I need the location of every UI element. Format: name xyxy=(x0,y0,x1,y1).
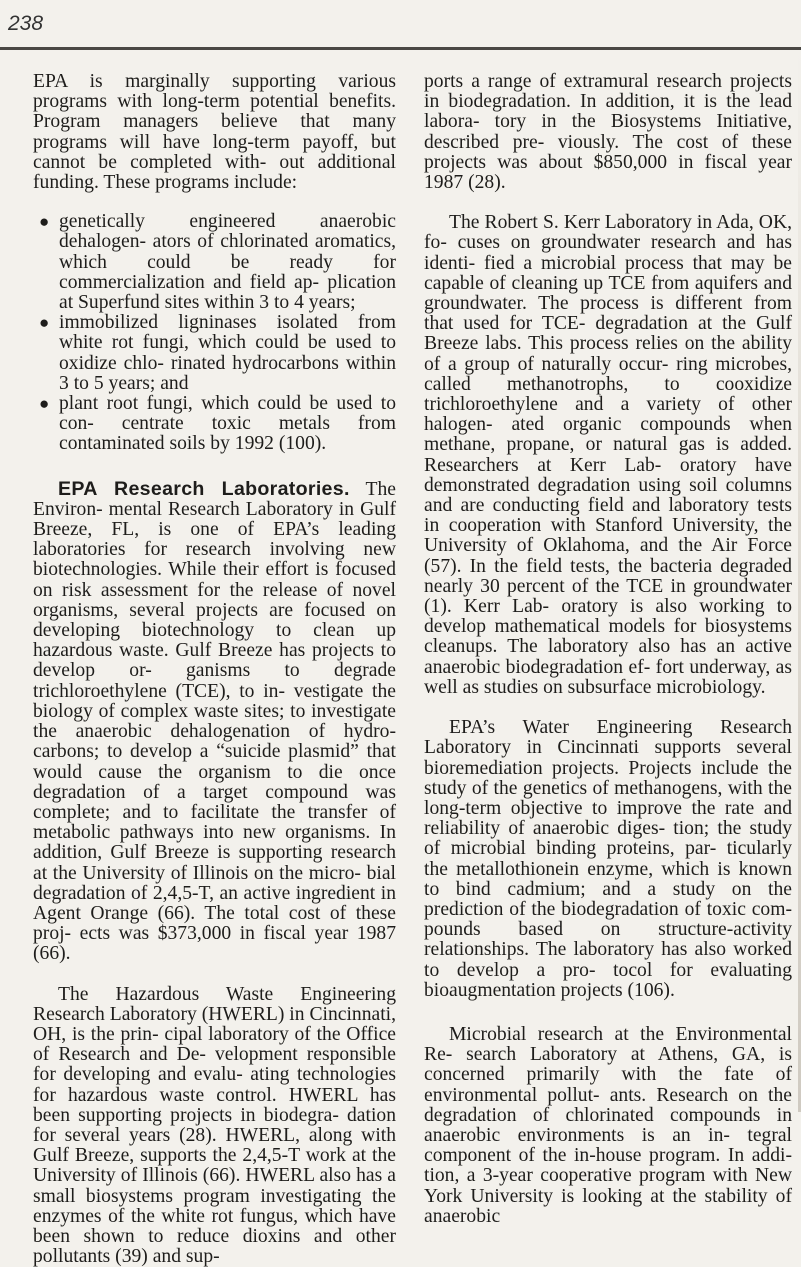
left-column xyxy=(33,72,396,1267)
intro-paragraph: EPA is marginally supporting various programs with long-term potential benefits. Program managers believe that many programs will have long-term payoff, but cannot be completed with- out additional funding. These programs include: xyxy=(33,71,396,194)
water-lab-paragraph: EPA’s Water Engineering Research Laboratory in Cincinnati supports several bioremediation projects. Projects include the study of the genetics of methanogens, with the long-term objective to improve the rate and reliability of anaerobic diges- tion; the study of microbial binding proteins, par- ticularly the metallothionein enzyme, which is known to bind cadmium; and a study on the prediction of the biodegradation of toxic com- pounds based on structure-activity relationships. The laboratory has also worked to develop a pro- tocol for evaluating bioaugmentation projects (106). xyxy=(424,717,792,1001)
page-number: 238 xyxy=(8,12,44,35)
section-heading: EPA Research Laboratories. xyxy=(58,477,350,500)
kerr-paragraph: The Robert S. Kerr Laboratory in Ada, OK, fo- cuses on groundwater research and has identi- fied a microbial process that may be capable of cleaning up TCE from aquifers and groundwater. The process is different from that used for TCE- degradation at the Gulf Breeze labs. This process relies on the ability of a group of naturally occur- ring microbes, called methanotrophs, to cooxidize trichloroethylene and a variety of other halogen- ated organic compounds when methane, propane, or natural gas is added. Researchers at Kerr Lab- oratory have demonstrated degradation using soil columns and are conducting field and laboratory tests in cooperation with Stanford University, the University of Oklahoma, and the Air Force (57). In the field tests, the bacteria degraded nearly 30 percent of the TCE in groundwater (1). Kerr Lab- oratory is also working to develop mathematical models for biosystems cleanups. The laboratory also has an active anaerobic biodegradation ef- fort underway, as well as studies on subsurface microbiology. xyxy=(424,212,792,698)
bullet-dot-icon: ● xyxy=(39,212,50,232)
bullet-text: genetically engineered anaerobic dehalogen- ators of chlorinated aromatics, which could be ready for commercialization and field ap- plication at Superfund sites within 3 to 4 years; xyxy=(59,211,396,314)
header-rule xyxy=(0,47,801,50)
athens-paragraph: Microbial research at the Environmental Re- search Laboratory at Athens, GA, is concerned primarily with the fate of environmental pollut- ants. Research on the degradation of chlorinated compounds in anaerobic environments is an in- tegral component of the in-house program. In addi- tion, a 3-year cooperative program with New York University is looking at the stability of anaerobic xyxy=(424,1023,792,1227)
bullet-text: immobilized ligninases isolated from white rot fungi, which could be used to oxidize chlo- rinated hydrocarbons within 3 to 5 years; and xyxy=(59,312,396,394)
gulf-breeze-text: The Environ- mental Research Laboratory in Gulf Breeze, FL, is one of EPA’s leading laboratories for research involving new biotechnologies. While their effort is focused on risk assessment for the release of novel organisms, several projects are focused on developing biotechnology to clean up hazardous waste. Gulf Breeze has projects to develop or- ganisms to degrade trichloroethylene (TCE), to in- vestigate the biology of complex waste sites; to investigate the anaerobic dehalogenation of hydro- carbons; to develop a “suicide plasmid” that would cause the organism to die once degradation of a target compound was complete; and to facilitate the transfer of metabolic pathways into new organisms. In addition, Gulf Breeze is supporting research at the University of Illinois on the micro- bial degradation of 2,4,5-T, an active ingredient in Agent Orange (66). The total cost of these proj- ects was $373,000 in fiscal year 1987 (66). xyxy=(33,478,396,965)
bullet-item xyxy=(33,212,396,313)
section-paragraph-gulf-breeze xyxy=(33,479,396,965)
continuation-paragraph: ports a range of extramural research projects in biodegradation. In addition, it is the lead labora- tory in the Biosystems Initiative, described pre- viously. The cost of these projects was about $850,000 in fiscal year 1987 (28). xyxy=(424,71,792,194)
bullet-item xyxy=(33,394,396,455)
bullet-text: plant root fungi, which could be used to con- centrate toxic metals from contaminated soils by 1992 (100). xyxy=(59,393,396,455)
bullet-dot-icon: ● xyxy=(39,313,50,333)
bullet-list xyxy=(33,212,396,454)
right-column xyxy=(424,72,792,1227)
bullet-dot-icon: ● xyxy=(39,394,50,414)
hwerl-paragraph: The Hazardous Waste Engineering Research Laboratory (HWERL) in Cincinnati, OH, is the prin- cipal laboratory of the Office of Research and De- velopment responsible for developing and evalu- ating technologies for hazardous waste control. HWERL has been supporting projects in biodegra- dation for several years (28). HWERL, along with Gulf Breeze, supports the 2,4,5-T work at the University of Illinois (66). HWERL also has a small biosystems program investigating the enzymes of the white rot fungus, which have been shown to reduce dioxins and other pollutants (39) and sup- xyxy=(33,983,396,1267)
bullet-item xyxy=(33,313,396,394)
